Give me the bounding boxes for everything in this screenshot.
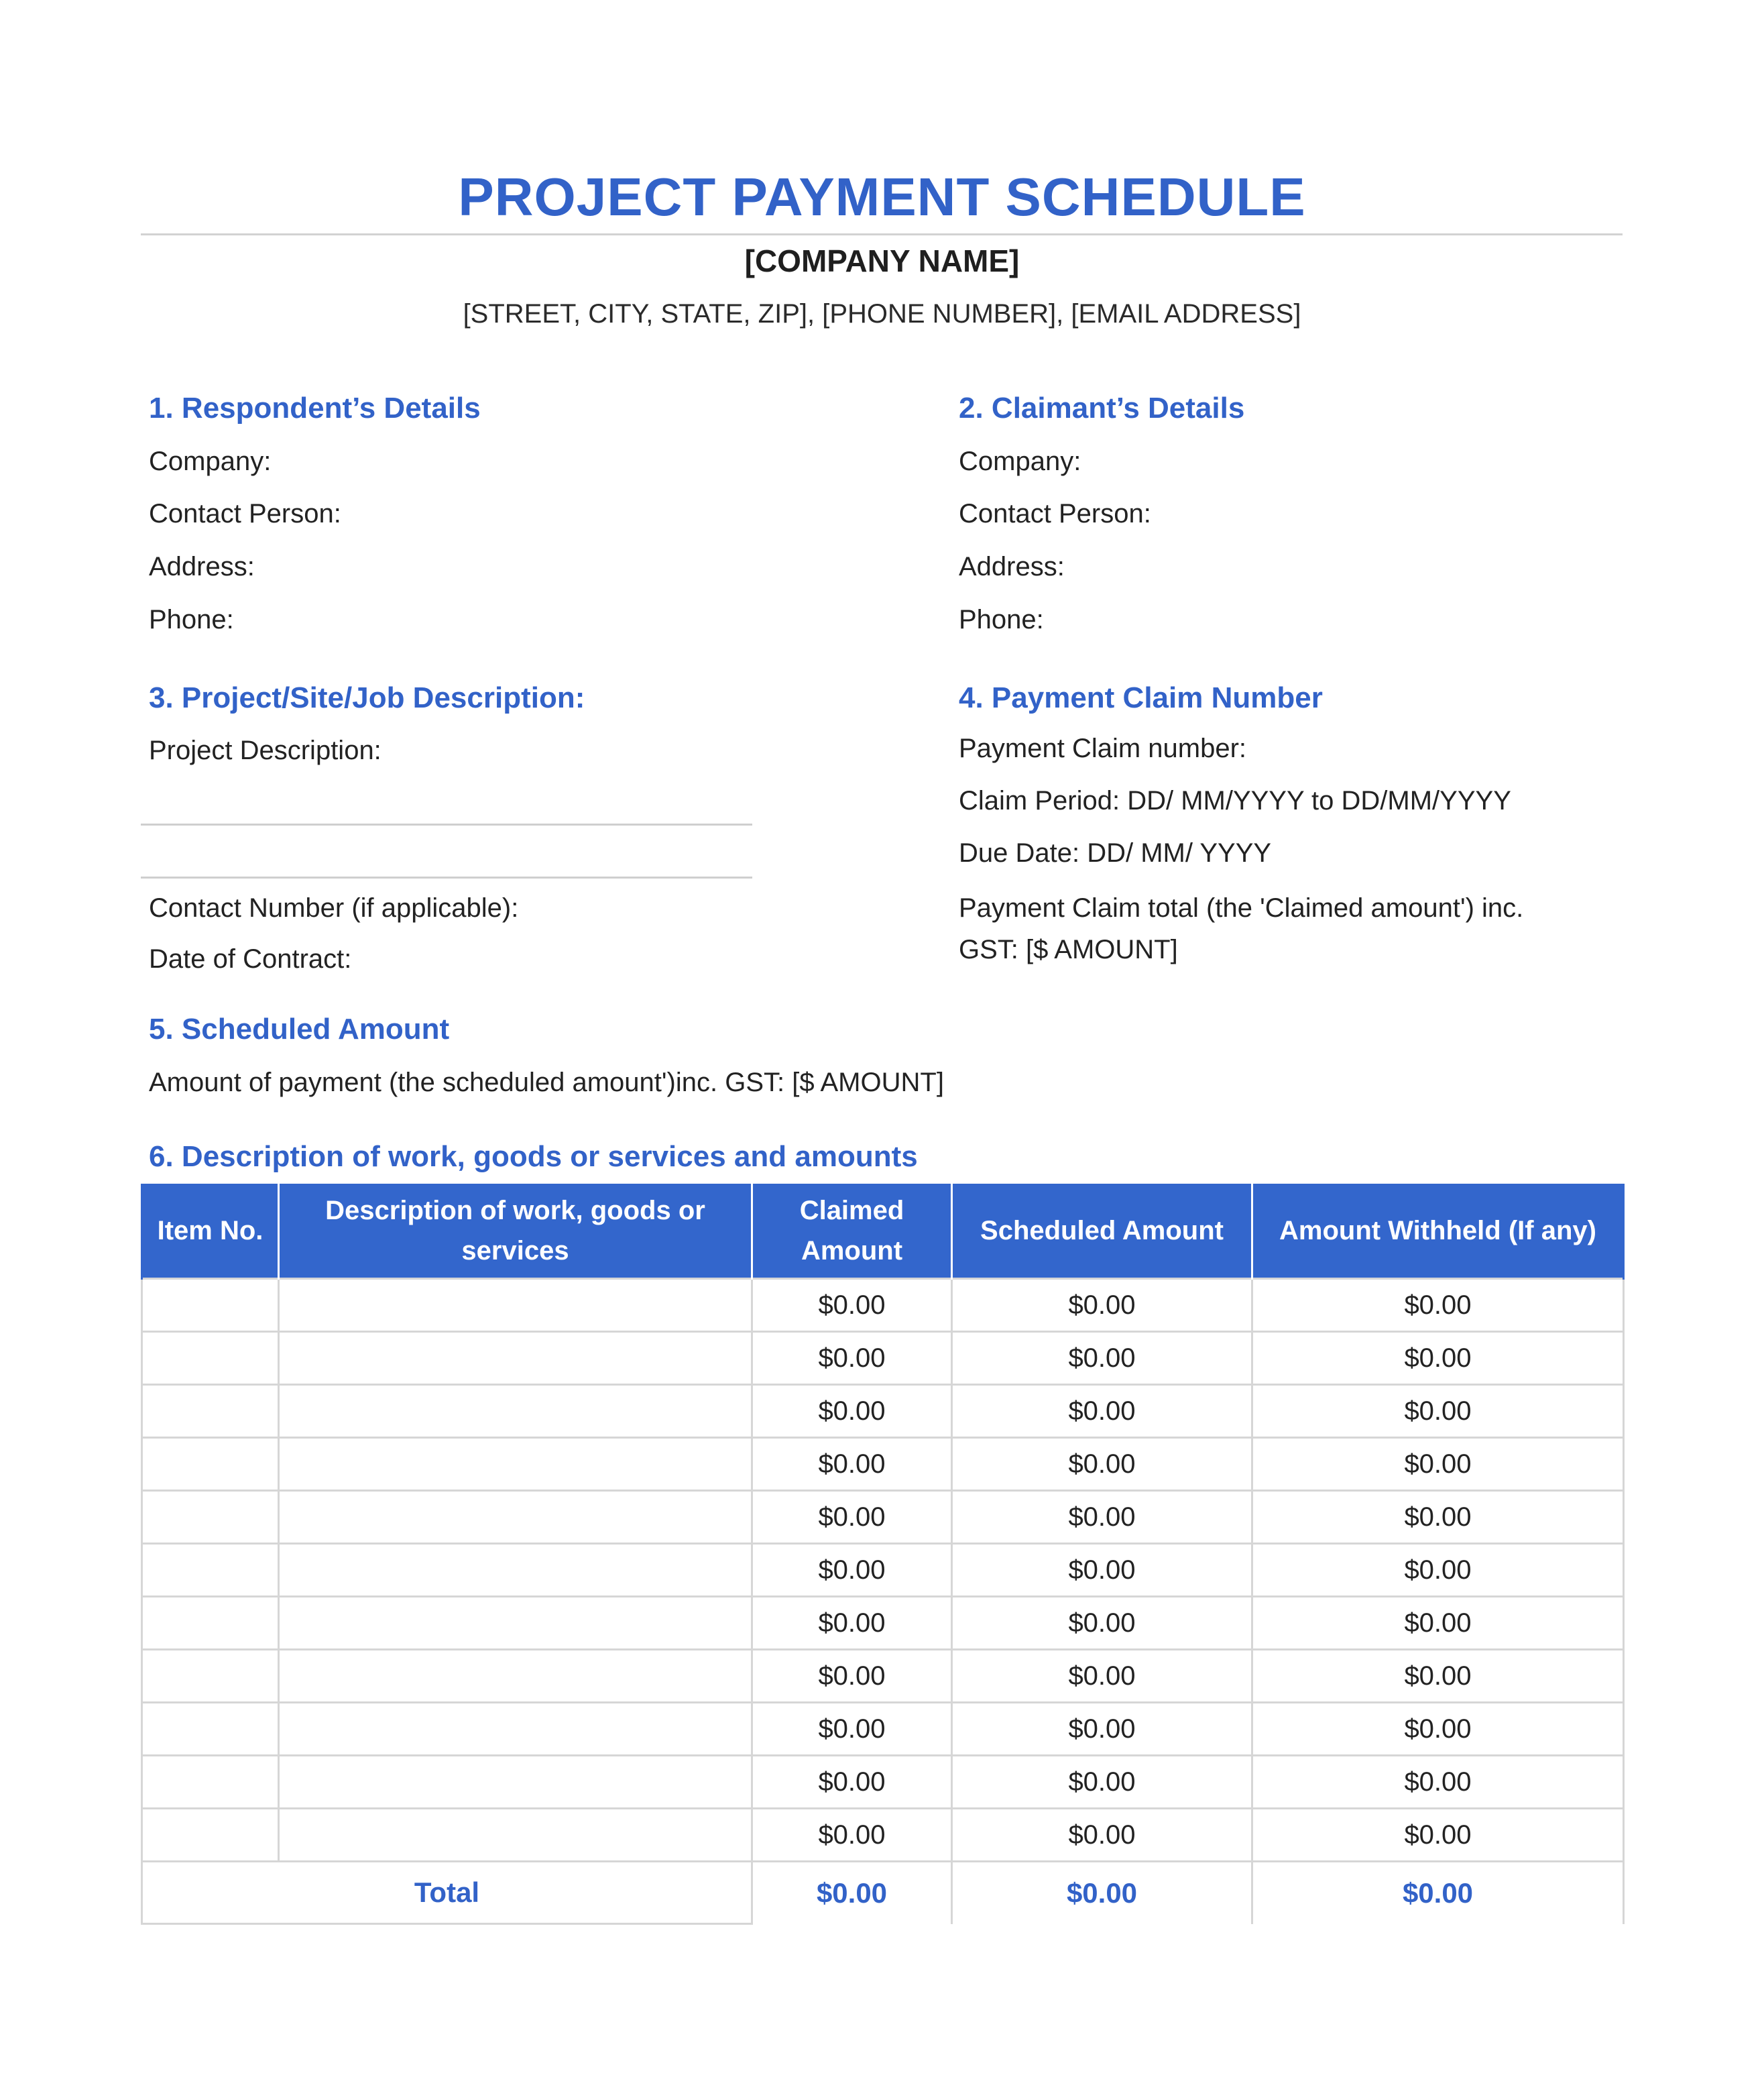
item-no-cell[interactable] (142, 1597, 279, 1650)
item-no-cell[interactable] (142, 1703, 279, 1756)
claimant-company-label: Company: (959, 447, 1081, 476)
description-cell[interactable] (279, 1332, 752, 1385)
total-label: Total (142, 1862, 752, 1924)
description-cell[interactable] (279, 1438, 752, 1491)
scheduled-amount-line: Amount of payment (the scheduled amount')inc. GST: [$ AMOUNT] (149, 1068, 944, 1097)
item-no-cell[interactable] (142, 1279, 279, 1332)
respondent-contact-person-label: Contact Person: (149, 499, 341, 528)
respondent-phone-label: Phone: (149, 605, 234, 634)
scheduled-amount-cell[interactable]: $0.00 (952, 1703, 1252, 1756)
page-title: PROJECT PAYMENT SCHEDULE (458, 167, 1306, 227)
total-amount-withheld: $0.00 (1252, 1862, 1624, 1924)
claim-period-label: Claim Period: DD/ MM/YYYY to DD/MM/YYYY (959, 786, 1511, 816)
claimant-contact-person-label: Contact Person: (959, 499, 1151, 528)
claimed-amount-cell[interactable]: $0.00 (752, 1332, 952, 1385)
amount-withheld-cell[interactable]: $0.00 (1252, 1491, 1624, 1544)
work-description-heading: 6. Description of work, goods or services and amounts (149, 1140, 918, 1173)
payment-schedule-table (141, 1184, 1625, 1925)
total-claimed-amount: $0.00 (752, 1862, 952, 1924)
col-header-amount-withheld: Amount Withheld (If any) (1252, 1184, 1624, 1279)
project-heading: 3. Project/Site/Job Description: (149, 681, 585, 714)
date-of-contract-label: Date of Contract: (149, 944, 352, 974)
project-description-line-2[interactable] (141, 877, 752, 879)
table-row (142, 1597, 1624, 1650)
amount-withheld-cell[interactable]: $0.00 (1252, 1650, 1624, 1703)
table-row (142, 1809, 1624, 1862)
item-no-cell[interactable] (142, 1650, 279, 1703)
amount-withheld-cell[interactable]: $0.00 (1252, 1756, 1624, 1809)
payment-claim-total-line1: Payment Claim total (the 'Claimed amount') inc. (959, 893, 1524, 923)
claimed-amount-cell[interactable]: $0.00 (752, 1756, 952, 1809)
claimed-amount-cell[interactable]: $0.00 (752, 1597, 952, 1650)
scheduled-amount-cell[interactable]: $0.00 (952, 1597, 1252, 1650)
project-description-line-1[interactable] (141, 824, 752, 826)
amount-withheld-cell[interactable]: $0.00 (1252, 1809, 1624, 1862)
scheduled-amount-cell[interactable]: $0.00 (952, 1385, 1252, 1438)
col-header-scheduled-amount: Scheduled Amount (952, 1184, 1252, 1279)
claimant-heading: 2. Claimant’s Details (959, 392, 1245, 425)
item-no-cell[interactable] (142, 1756, 279, 1809)
due-date-label: Due Date: DD/ MM/ YYYY (959, 838, 1272, 868)
scheduled-amount-cell[interactable]: $0.00 (952, 1491, 1252, 1544)
item-no-cell[interactable] (142, 1544, 279, 1597)
table-row (142, 1279, 1624, 1332)
col-header-claimed-amount: Claimed Amount (752, 1184, 952, 1279)
amount-withheld-cell[interactable]: $0.00 (1252, 1597, 1624, 1650)
total-scheduled-amount: $0.00 (952, 1862, 1252, 1924)
respondent-address-label: Address: (149, 552, 255, 581)
table-row (142, 1491, 1624, 1544)
description-cell[interactable] (279, 1279, 752, 1332)
claimed-amount-cell[interactable]: $0.00 (752, 1385, 952, 1438)
scheduled-amount-cell[interactable]: $0.00 (952, 1332, 1252, 1385)
claimed-amount-cell[interactable]: $0.00 (752, 1650, 952, 1703)
col-header-item-no: Item No. (142, 1184, 279, 1279)
table-row (142, 1544, 1624, 1597)
contact-number-label: Contact Number (if applicable): (149, 893, 519, 923)
claimed-amount-cell[interactable]: $0.00 (752, 1279, 952, 1332)
description-cell[interactable] (279, 1650, 752, 1703)
scheduled-amount-cell[interactable]: $0.00 (952, 1279, 1252, 1332)
col-header-description: Description of work, goods or services (279, 1184, 752, 1279)
company-name: [COMPANY NAME] (744, 243, 1020, 278)
table-row (142, 1703, 1624, 1756)
description-cell[interactable] (279, 1385, 752, 1438)
table-row (142, 1332, 1624, 1385)
claimed-amount-cell[interactable]: $0.00 (752, 1491, 952, 1544)
description-cell[interactable] (279, 1491, 752, 1544)
table-row (142, 1385, 1624, 1438)
payment-claim-number-label: Payment Claim number: (959, 734, 1247, 763)
amount-withheld-cell[interactable]: $0.00 (1252, 1703, 1624, 1756)
table-row (142, 1756, 1624, 1809)
amount-withheld-cell[interactable]: $0.00 (1252, 1544, 1624, 1597)
payment-claim-heading: 4. Payment Claim Number (959, 681, 1323, 714)
scheduled-amount-cell[interactable]: $0.00 (952, 1544, 1252, 1597)
claimed-amount-cell[interactable]: $0.00 (752, 1809, 952, 1862)
item-no-cell[interactable] (142, 1385, 279, 1438)
table-total-row (142, 1862, 1624, 1924)
item-no-cell[interactable] (142, 1809, 279, 1862)
description-cell[interactable] (279, 1809, 752, 1862)
project-description-label: Project Description: (149, 736, 381, 765)
amount-withheld-cell[interactable]: $0.00 (1252, 1438, 1624, 1491)
title-divider (141, 233, 1623, 235)
amount-withheld-cell[interactable]: $0.00 (1252, 1279, 1624, 1332)
scheduled-amount-cell[interactable]: $0.00 (952, 1438, 1252, 1491)
item-no-cell[interactable] (142, 1491, 279, 1544)
amount-withheld-cell[interactable]: $0.00 (1252, 1332, 1624, 1385)
respondent-heading: 1. Respondent’s Details (149, 392, 481, 425)
claimed-amount-cell[interactable]: $0.00 (752, 1438, 952, 1491)
payment-claim-total-line2: GST: [$ AMOUNT] (959, 935, 1178, 964)
amount-withheld-cell[interactable]: $0.00 (1252, 1385, 1624, 1438)
item-no-cell[interactable] (142, 1332, 279, 1385)
description-cell[interactable] (279, 1703, 752, 1756)
claimant-phone-label: Phone: (959, 605, 1044, 634)
scheduled-amount-cell[interactable]: $0.00 (952, 1809, 1252, 1862)
item-no-cell[interactable] (142, 1438, 279, 1491)
claimant-address-label: Address: (959, 552, 1065, 581)
scheduled-amount-cell[interactable]: $0.00 (952, 1756, 1252, 1809)
scheduled-amount-cell[interactable]: $0.00 (952, 1650, 1252, 1703)
table-row (142, 1650, 1624, 1703)
description-cell[interactable] (279, 1597, 752, 1650)
scheduled-amount-heading: 5. Scheduled Amount (149, 1013, 450, 1046)
claimed-amount-cell[interactable]: $0.00 (752, 1703, 952, 1756)
description-cell[interactable] (279, 1544, 752, 1597)
respondent-company-label: Company: (149, 447, 272, 476)
claimed-amount-cell[interactable]: $0.00 (752, 1544, 952, 1597)
table-row (142, 1438, 1624, 1491)
table-header-row (142, 1184, 1624, 1279)
description-cell[interactable] (279, 1756, 752, 1809)
company-address-line: [STREET, CITY, STATE, ZIP], [PHONE NUMBER], [EMAIL ADDRESS] (463, 299, 1301, 329)
